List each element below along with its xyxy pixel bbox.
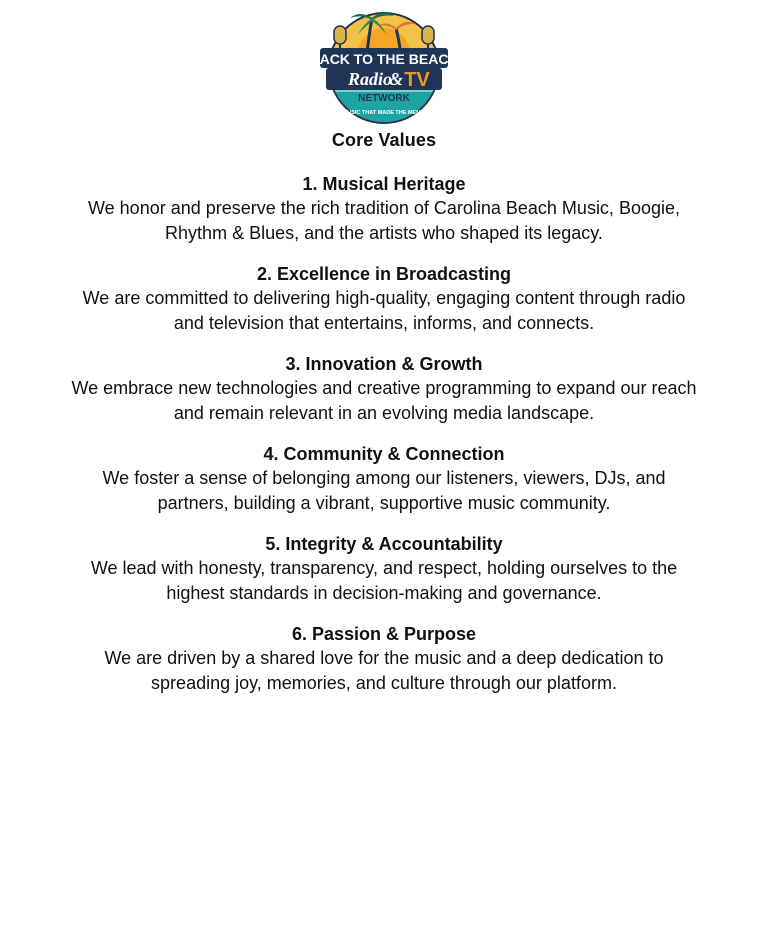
core-value-heading: 2. Excellence in Broadcasting — [256, 264, 512, 284]
core-value-heading: 1. Musical Heritage — [302, 174, 466, 194]
core-value-text: We lead with honesty, transparency, and respect, holding ourselves to the highest standards in decision-making and governance. — [90, 558, 678, 603]
core-value-item — [60, 442, 708, 516]
logo-line-3: NETWORK — [358, 93, 410, 104]
page-title: Core Values — [331, 130, 437, 150]
core-value-item — [60, 172, 708, 246]
brand-logo-graphic — [309, 4, 459, 126]
core-value-heading: 6. Passion & Purpose — [291, 624, 477, 644]
core-value-text: We foster a sense of belonging among our listeners, viewers, DJs, and partners, building a vibrant, supportive music community. — [102, 468, 666, 513]
core-value-heading: 5. Integrity & Accountability — [265, 534, 503, 554]
logo — [0, 4, 768, 126]
core-value-text: We embrace new technologies and creative programming to expand our reach and remain relevant in an evolving media landscape. — [71, 378, 697, 423]
core-value-text: We are driven by a shared love for the music and a deep dedication to spreading joy, memories, and culture through our platform. — [104, 648, 664, 693]
logo-line-2-amp: & — [388, 69, 404, 89]
core-value-text: We are committed to delivering high-quality, engaging content through radio and television that entertains, informs, and connects. — [82, 288, 686, 333]
logo-tagline: THE MUSIC THAT MADE THE MEMORIES — [330, 110, 438, 116]
logo-line-1: BACK TO THE BEACH — [309, 51, 459, 67]
core-value-item — [60, 622, 708, 696]
core-value-item — [60, 262, 708, 336]
core-value-text: We honor and preserve the rich tradition of Carolina Beach Music, Boogie, Rhythm & Blues, and the artists who shaped its legacy. — [88, 198, 680, 243]
core-values-list — [60, 172, 708, 712]
logo-line-2-tv: TV — [404, 69, 430, 91]
core-value-item — [60, 352, 708, 426]
core-value-heading: 4. Community & Connection — [263, 444, 505, 464]
core-value-heading: 3. Innovation & Growth — [285, 354, 483, 374]
core-value-item — [60, 532, 708, 606]
logo-line-2-radio: Radio — [347, 69, 393, 89]
